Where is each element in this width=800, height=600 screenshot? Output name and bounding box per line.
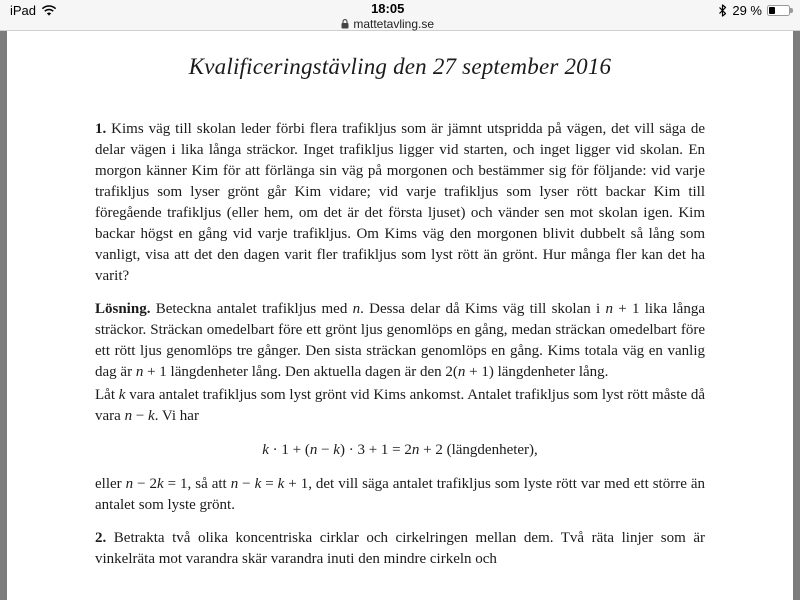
site-domain: mattetavling.se <box>353 17 435 31</box>
document-page <box>7 31 793 600</box>
battery-fill <box>769 7 775 14</box>
device-label: iPad <box>10 3 37 18</box>
lock-icon <box>341 19 349 29</box>
document-title: Kvalificeringstävling den 27 september 2016 <box>188 54 612 79</box>
statusbar-left <box>0 0 57 18</box>
page-viewport[interactable] <box>0 31 800 600</box>
status-bar <box>0 0 800 31</box>
paragraph-problem-1: 1. Kims väg till skolan leder förbi flera trafikljus som är jämnt utspridda på vägen, det vill säga de delar vägen i lika långa sträckor. Inget trafikljus ligger vid starten, och inget ligger vid skolan. En morgon känner Kim för att förlänga sin väg på morgonen och bestämmer sig för följande: vid varje trafikljus som lyser grönt går Kim vidare; vid varje trafikljus som lyser rött backar Kim till föregående trafikljus (eller hem, om det är det första ljuset) och vänder sen mot skolan igen. Kim backar högst en gång vid varje trafikljus. Om Kims väg den morgonen blivit dubbelt så lång som vanligt, visa att det den dagen varit fler trafikljus som lyst rött än grönt. Hur många fler kan det ha varit? <box>95 121 705 284</box>
battery-icon <box>767 5 790 16</box>
paragraph-equation: k · 1 + (n − k) · 3 + 1 = 2n + 2 (längdenheter), <box>262 442 538 458</box>
paragraph-problem-2: 2. Betrakta två olika koncentriska cirklar och cirkelringen mellan dem. Två räta linjer som är vinkelräta mot varandra skär varandra inuti den mindre cirkeln och <box>95 530 705 567</box>
bluetooth-icon <box>718 4 727 17</box>
paragraph-solution-conclusion: eller n − 2k = 1, så att n − k = k + 1, det vill säga antalet trafikljus som lyste rött var med ett större än antalet som lyste grönt. <box>95 476 705 513</box>
battery-percent: 29 % <box>732 3 762 18</box>
paragraph-solution-intro: Lösning. Beteckna antalet trafikljus med n. Dessa delar då Kims väg till skolan i n + 1 lika långa sträckor. Sträckan omedelbart före ett grönt ljus genomlöps en gång, medan sträckan omedelbart före ett rött ljus genomlöps tre gånger. Den sista sträckan genomlöps en gång. Kims totala väg en vanlig dag är n + 1 längdenheter lång. Den aktuella dagen är den 2(n + 1) längdenheter lång. <box>95 301 705 380</box>
document-body <box>95 119 705 570</box>
clock: 18:05 <box>371 1 405 16</box>
paragraph-solution-let-k: Låt k vara antalet trafikljus som lyst grönt vid Kims ankomst. Antalet trafikljus som lyst rött måste då vara n − k. Vi har <box>95 387 705 424</box>
address-bar[interactable] <box>341 18 434 30</box>
wifi-icon <box>41 5 57 17</box>
statusbar-center <box>341 0 434 30</box>
statusbar-right <box>718 0 800 18</box>
